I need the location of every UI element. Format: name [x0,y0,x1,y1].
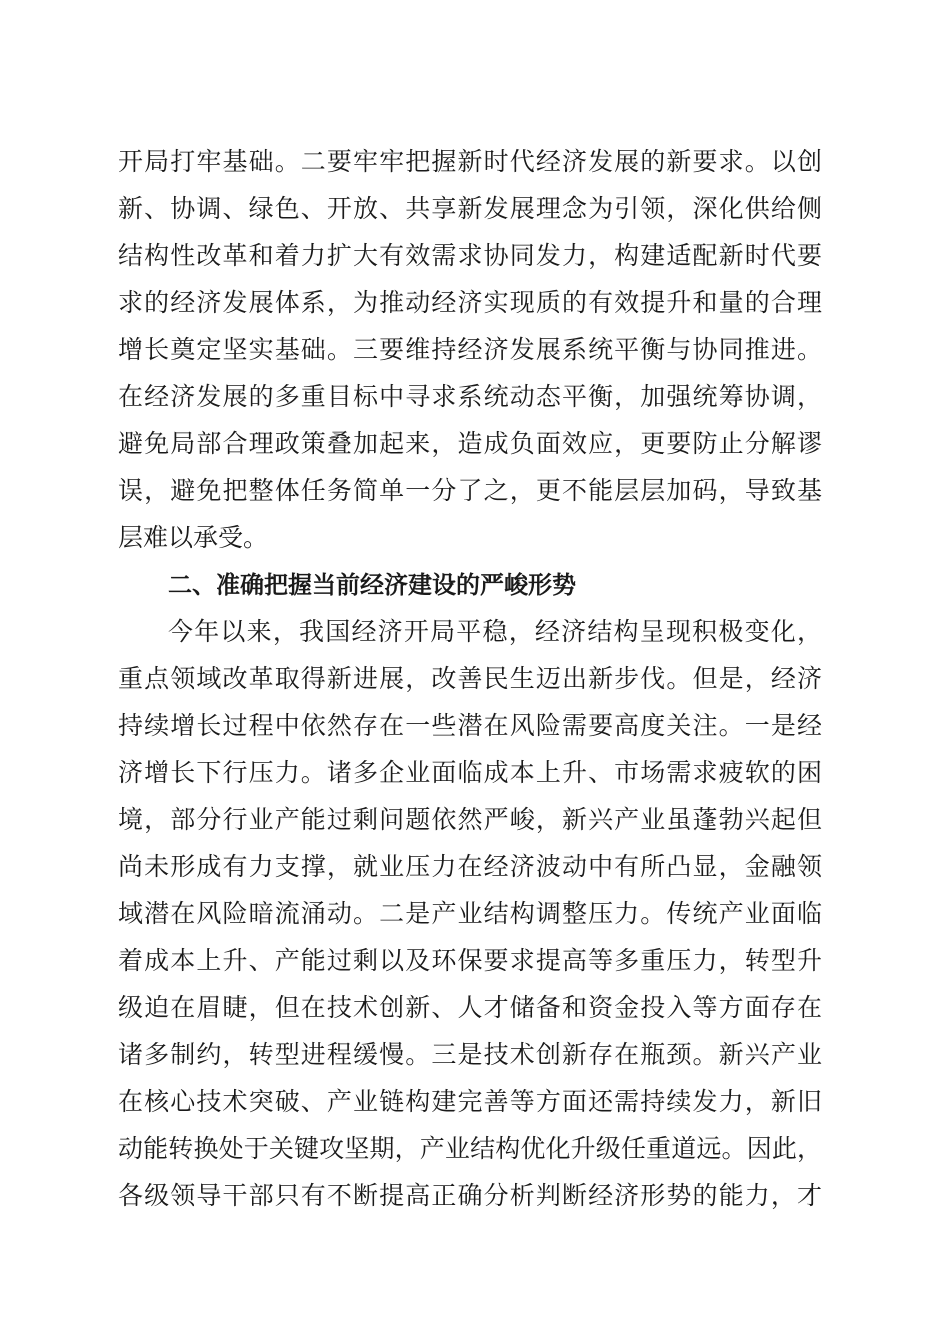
paragraph-1-line: 避免局部合理政策叠加起来，造成负面效应，更要防止分解谬 [118,429,822,458]
paragraph-2-line: 境，部分行业产能过剩问题依然严峻，新兴产业虽蓬勃兴起但 [118,805,822,834]
paragraph-1-line: 新、协调、绿色、开放、共享新发展理念为引领，深化供给侧 [118,194,822,223]
section-heading: 二、准确把握当前经济建设的严峻形势 [168,571,576,599]
paragraph-1-line: 层难以承受。 [118,523,269,552]
paragraph-2-line: 动能转换处于关键攻坚期，产业结构优化升级任重道远。因此， [118,1134,822,1163]
paragraph-1-line: 在经济发展的多重目标中寻求系统动态平衡，加强统筹协调， [118,382,822,411]
paragraph-1-line: 结构性改革和着力扩大有效需求协同发力，构建适配新时代要 [118,241,822,270]
paragraph-2-line: 域潜在风险暗流涌动。二是产业结构调整压力。传统产业面临 [118,899,822,928]
paragraph-1-line: 误，避免把整体任务简单一分了之，更不能层层加码，导致基 [118,476,822,505]
paragraph-2-line: 在核心技术突破、产业链构建完善等方面还需持续发力，新旧 [118,1087,822,1116]
paragraph-2-line: 诸多制约，转型进程缓慢。三是技术创新存在瓶颈。新兴产业 [118,1040,822,1069]
paragraph-2-line: 今年以来，我国经济开局平稳，经济结构呈现积极变化， [168,617,822,646]
paragraph-1-line: 增长奠定坚实基础。三要维持经济发展系统平衡与协同推进。 [118,335,822,364]
paragraph-1-line: 开局打牢基础。二要牢牢把握新时代经济发展的新要求。以创 [118,147,822,176]
paragraph-2-line: 尚未形成有力支撑，就业压力在经济波动中有所凸显，金融领 [118,852,822,881]
paragraph-2-line: 重点领域改革取得新进展，改善民生迈出新步伐。但是，经济 [118,664,822,693]
paragraph-2-line: 着成本上升、产能过剩以及环保要求提高等多重压力，转型升 [118,946,822,975]
paragraph-2-line: 济增长下行压力。诸多企业面临成本上升、市场需求疲软的困 [118,758,822,787]
paragraph-2-line: 各级领导干部只有不断提高正确分析判断经济形势的能力，才 [118,1181,822,1210]
paragraph-1-line: 求的经济发展体系，为推动经济实现质的有效提升和量的合理 [118,288,822,317]
paragraph-2-line: 级迫在眉睫，但在技术创新、人才储备和资金投入等方面存在 [118,993,822,1022]
paragraph-2-line: 持续增长过程中依然存在一些潜在风险需要高度关注。一是经 [118,711,822,740]
